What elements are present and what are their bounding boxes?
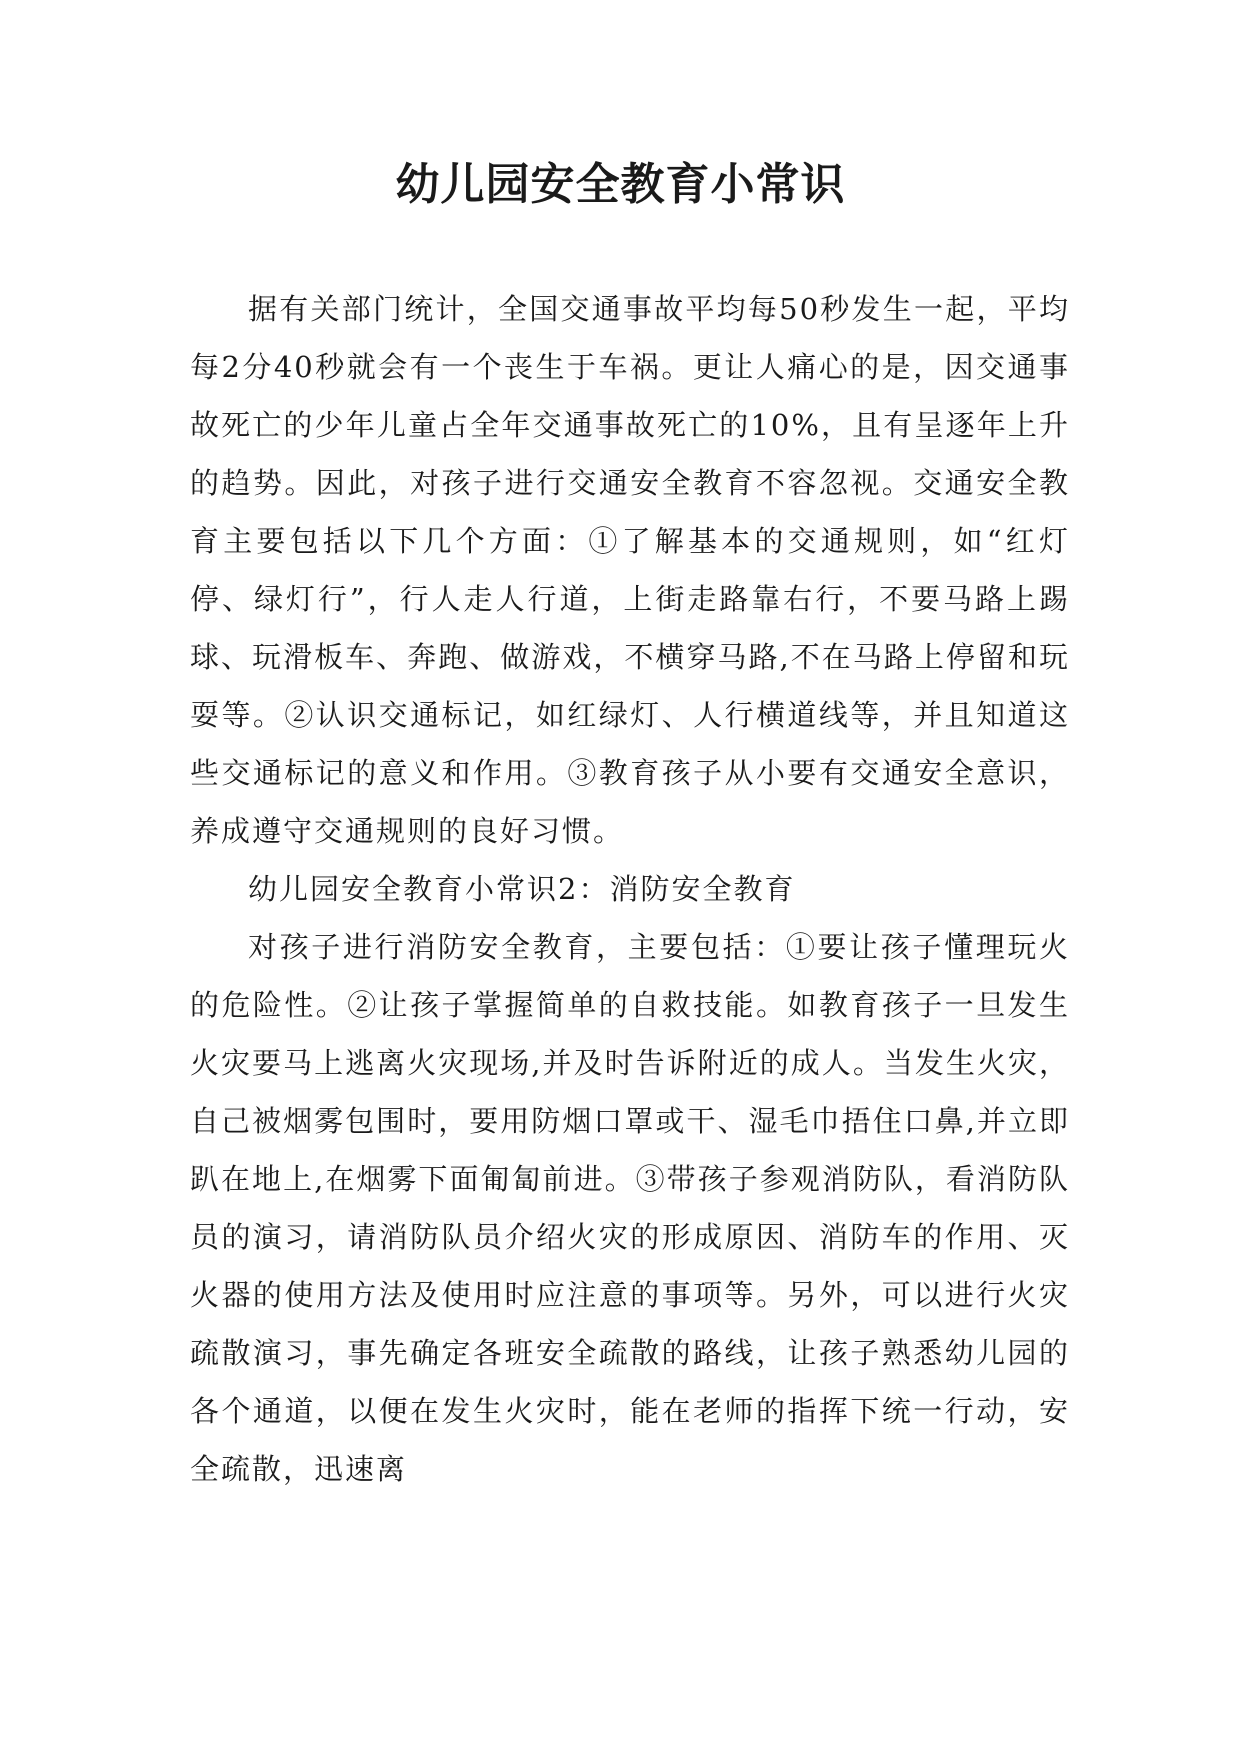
section-heading-fire-safety: 幼儿园安全教育小常识2：消防安全教育 [248,872,796,906]
document-body [190,280,1070,1498]
paragraph-traffic-safety: 据有关部门统计，全国交通事故平均每50秒发生一起，平均每2分40秒就会有一个丧生于车祸。更让人痛心的是，因交通事故死亡的少年儿童占全年交通事故死亡的10%，且有呈逐年上升的趋势。因此，对孩子进行交通安全教育不容忽视。交通安全教育主要包括以下几个方面：①了解基本的交通规则，如“红灯停、绿灯行”，行人走人行道，上街走路靠右行，不要马路上踢球、玩滑板车、奔跑、做游戏，不横穿马路,不在马路上停留和玩耍等。②认识交通标记，如红绿灯、人行横道线等，并且知道这些交通标记的意义和作用。③教育孩子从小要有交通安全意识，养成遵守交通规则的良好习惯。 [190,292,1070,848]
document-title: 幼儿园安全教育小常识 [395,159,846,210]
paragraph-fire-safety: 对孩子进行消防安全教育，主要包括：①要让孩子懂理玩火的危险性。②让孩子掌握简单的自救技能。如教育孩子一旦发生火灾要马上逃离火灾现场,并及时告诉附近的成人。当发生火灾，自己被烟雾包围时，要用防烟口罩或干、湿毛巾捂住口鼻,并立即趴在地上,在烟雾下面匍匐前进。③带孩子参观消防队，看消防队员的演习，请消防队员介绍火灾的形成原因、消防车的作用、灭火器的使用方法及使用时应注意的事项等。另外，可以进行火灾疏散演习，事先确定各班安全疏散的路线，让孩子熟悉幼儿园的各个通道，以便在发生火灾时，能在老师的指挥下统一行动，安全疏散，迅速离 [190,930,1070,1486]
